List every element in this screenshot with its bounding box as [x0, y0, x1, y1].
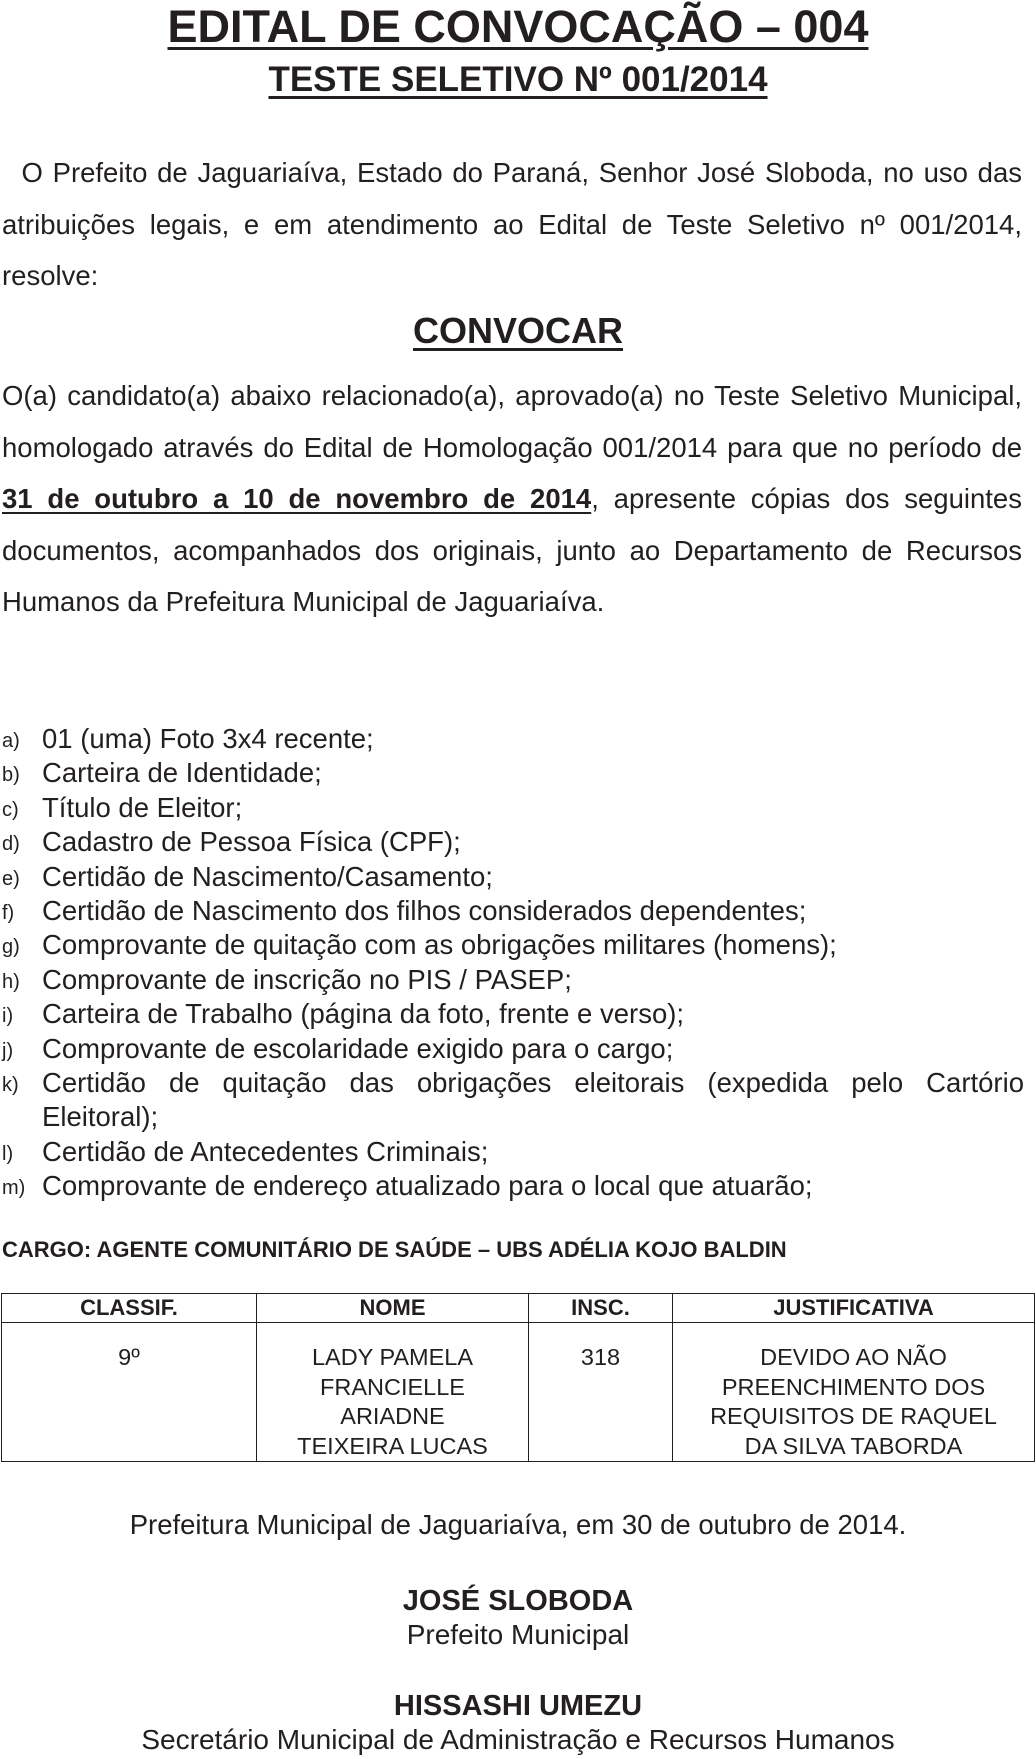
list-letter: i) — [2, 1005, 14, 1028]
nome-line: LADY PAMELA — [311, 1344, 474, 1370]
column-header-nome: NOME — [257, 1294, 529, 1323]
list-item — [0, 1032, 1024, 1066]
cargo-heading: CARGO: AGENTE COMUNITÁRIO DE SAÚDE – UBS ADÉLIA KOJO BALDIN — [2, 1237, 787, 1262]
signature-name: JOSÉ SLOBODA — [402, 1585, 634, 1617]
list-item-text: Comprovante de inscrição no PIS / PASEP; — [42, 963, 572, 995]
justificativa-line: DA SILVA TABORDA — [744, 1432, 963, 1459]
list-item — [0, 1169, 1024, 1203]
list-item-text: Certidão de quitação das obrigações eleitorais (expedida pelo Cartório Eleitoral); — [42, 1067, 1024, 1133]
list-letter: f) — [2, 902, 15, 925]
list-letter: c) — [2, 798, 19, 821]
cell-nome — [257, 1323, 529, 1462]
candidates-table — [1, 1293, 1035, 1462]
list-item — [0, 791, 1024, 825]
list-item-text: Certidão de Nascimento dos filhos considerados dependentes; — [42, 895, 807, 927]
list-item — [0, 894, 1024, 928]
signature-block-mayor — [0, 1584, 1036, 1652]
list-letter: k) — [2, 1074, 19, 1097]
intro-text: O Prefeito de Jaguariaíva, Estado do Paraná, Senhor José Sloboda, no uso das atribuições legais, e em atendimento ao Edital de Teste Seletivo nº 001/2014, resolve: — [2, 157, 1022, 291]
convocation-text-after: , apresente cópias dos seguintes documentos, acompanhados dos originais, junto ao Departamento de Recursos Humanos da Prefeitura Municipal de Jaguariaíva. — [2, 483, 1022, 617]
list-item-text: Cadastro de Pessoa Física (CPF); — [42, 826, 461, 858]
convocation-period: 31 de outubro a 10 de novembro de 2014 — [2, 483, 592, 514]
cell-justificativa — [673, 1323, 1035, 1462]
column-header-justificativa: JUSTIFICATIVA — [673, 1294, 1035, 1323]
convocar-heading: CONVOCAR — [412, 310, 623, 351]
convocation-text-before: O(a) candidato(a) abaixo relacionado(a), aprovado(a) no Teste Seletivo Municipal, homologado através do Edital de Homologação 001/2014 para que no período de — [2, 380, 1022, 463]
nome-line: FRANCIELLE — [320, 1373, 465, 1400]
nome-line: TEIXEIRA LUCAS — [297, 1432, 488, 1459]
list-letter: e) — [2, 867, 20, 890]
justificativa-line: REQUISITOS DE RAQUEL — [710, 1403, 997, 1429]
list-item-text: Carteira de Trabalho (página da foto, frente e verso); — [42, 998, 685, 1030]
list-item — [0, 1066, 1024, 1135]
list-item-text: Certidão de Nascimento/Casamento; — [42, 860, 493, 892]
list-letter: b) — [2, 764, 20, 787]
table-row — [2, 1323, 1035, 1462]
signature-role: Prefeito Municipal — [406, 1619, 630, 1650]
list-item-text: Comprovante de escolaridade exigido para o cargo; — [42, 1032, 674, 1064]
list-item — [0, 756, 1024, 790]
list-letter: g) — [2, 936, 20, 959]
cell-insc: 318 — [529, 1323, 673, 1462]
convocation-paragraph — [2, 370, 1022, 628]
column-header-insc: INSC. — [529, 1294, 673, 1323]
list-item — [0, 825, 1024, 859]
list-letter: d) — [2, 833, 20, 856]
list-item-text: 01 (uma) Foto 3x4 recente; — [42, 723, 374, 754]
list-item — [0, 928, 1024, 962]
list-item-text: Certidão de Antecedentes Criminais; — [42, 1135, 489, 1167]
date-line: Prefeitura Municipal de Jaguariaíva, em 30 de outubro de 2014. — [129, 1509, 907, 1540]
list-letter: a) — [2, 730, 20, 752]
list-item-text: Comprovante de endereço atualizado para o local que atuarão; — [42, 1170, 813, 1202]
signature-block-secretary — [0, 1689, 1036, 1757]
documents-list — [0, 722, 1024, 1204]
intro-paragraph — [2, 147, 1022, 302]
list-item-text: Comprovante de quitação com as obrigações militares (homens); — [42, 929, 837, 961]
signature-role: Secretário Municipal de Administração e Recursos Humanos — [141, 1724, 895, 1755]
justificativa-line: PREENCHIMENTO DOS — [721, 1373, 986, 1400]
list-item — [0, 722, 1024, 756]
list-letter: l) — [2, 1142, 14, 1165]
document-subtitle: TESTE SELETIVO Nº 001/2014 — [268, 60, 768, 99]
list-item — [0, 963, 1024, 997]
column-header-classif: CLASSIF. — [2, 1294, 257, 1323]
signature-name: HISSASHI UMEZU — [393, 1690, 643, 1722]
list-item — [0, 860, 1024, 894]
list-item — [0, 1135, 1024, 1169]
list-letter: m) — [2, 1177, 26, 1200]
list-item-text: Título de Eleitor; — [42, 791, 243, 823]
list-letter: j) — [2, 1039, 14, 1062]
justificativa-line: DEVIDO AO NÃO — [760, 1344, 947, 1370]
list-letter: h) — [2, 970, 20, 993]
nome-line: ARIADNE — [340, 1403, 445, 1429]
list-item — [0, 997, 1024, 1031]
table-header-row — [2, 1294, 1035, 1323]
cell-classif: 9º — [2, 1323, 257, 1462]
document-title: EDITAL DE CONVOCAÇÃO – 004 — [167, 1, 869, 52]
list-item-text: Carteira de Identidade; — [42, 757, 322, 789]
